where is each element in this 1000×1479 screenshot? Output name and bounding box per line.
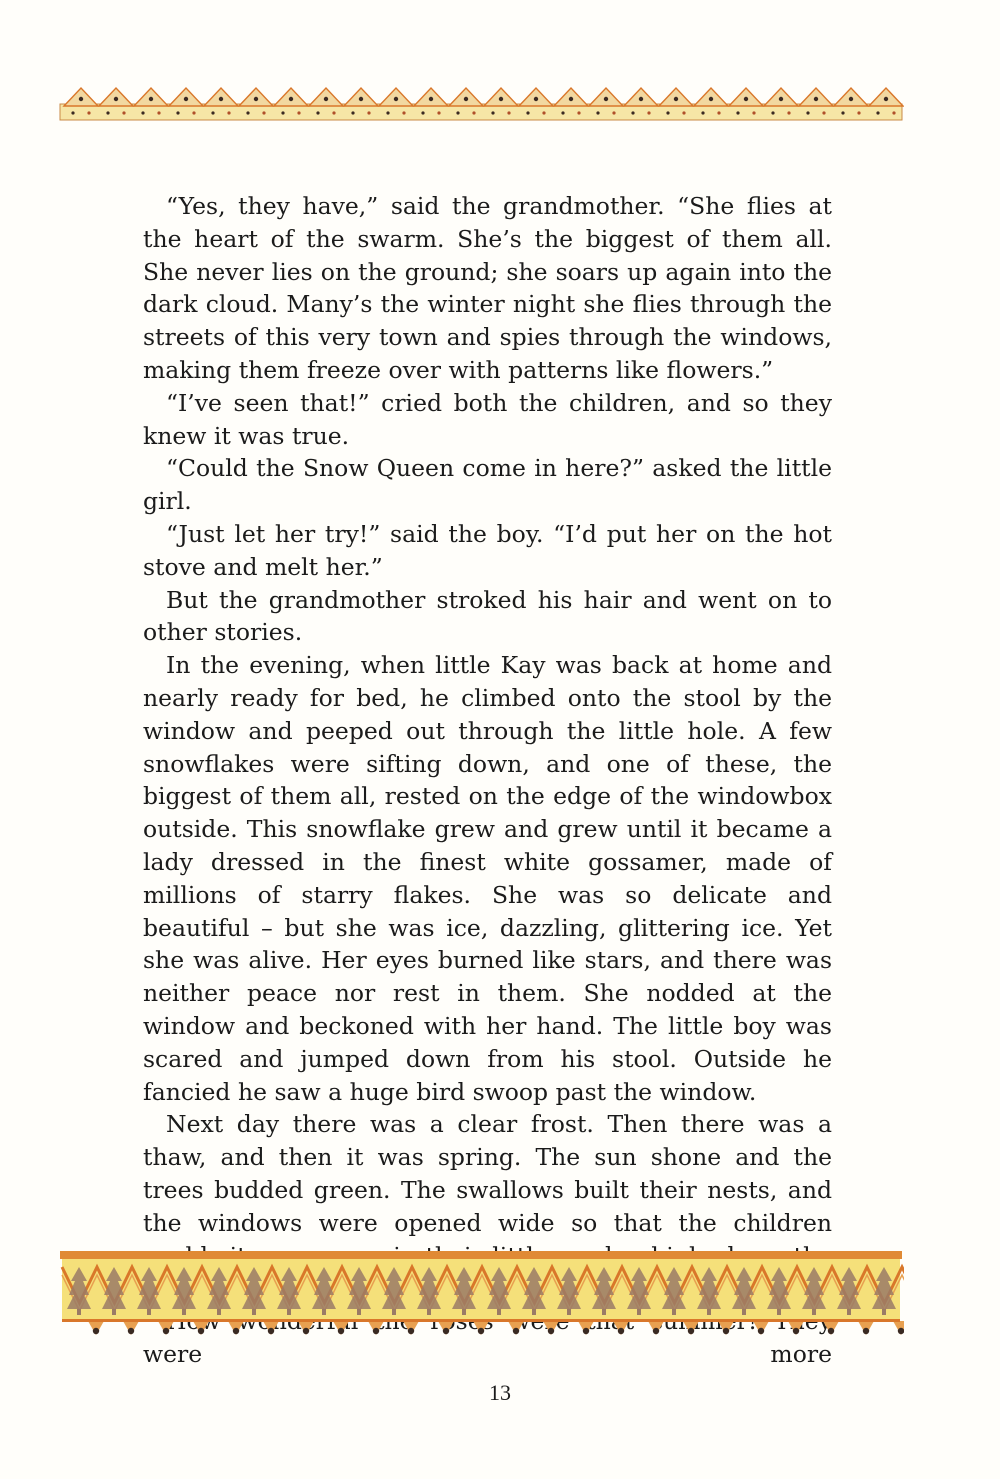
paragraph: “Just let her try!” said the boy. “I’d put her on the hot stove and melt her.”	[143, 519, 832, 581]
paragraph: “I’ve seen that!” cried both the children, and so they knew it was true.	[143, 388, 832, 450]
top-decorative-border	[58, 74, 904, 128]
paragraph: But the grandmother stroked his hair and went on to other stories.	[143, 585, 832, 647]
story-text	[143, 190, 832, 1371]
paragraph: “Could the Snow Queen come in here?” asked the little girl.	[143, 454, 832, 516]
paragraph: Next day there was a clear frost. Then there was a thaw, and then it was spring. The sun shone and the trees budded green. The swallows built their nests, and the windows were opened wide so that the children	[143, 1110, 832, 1237]
paragraph: were more	[143, 1339, 832, 1368]
paragraph: “Yes, they have,” said the grandmother. “She flies at the heart of the swarm. She’s the biggest of them all. She never lies on the ground; she soars up again into the dark cloud. Many’s the winter night she flies through the streets of this very town and spies through the windows, making them freeze over with patterns like flowers.”	[143, 192, 832, 384]
bottom-decorative-border	[58, 1245, 904, 1345]
paragraph: In the evening, when little Kay was back at home and nearly ready for bed, he climbed onto the stool by the window and peeped out through the little hole. A few snowflakes were sifting down, and one of these, the biggest of them all, rested on the edge of the windowbox outside. This snowflake grew and grew until it became a lady dressed in the finest white gossamer, made of millions of starry flakes. She was so delicate and beautiful – but she was ice, dazzling, glittering ice. Yet she was alive. Her eyes burned like stars, and there was neither peace nor rest in them. She nodded at the window and beckoned with her hand. The little boy was scared and jumped down from his stool. Outside he fancied he saw a huge bird swoop past the window.	[143, 651, 832, 1106]
page-number: 13	[489, 1380, 511, 1405]
